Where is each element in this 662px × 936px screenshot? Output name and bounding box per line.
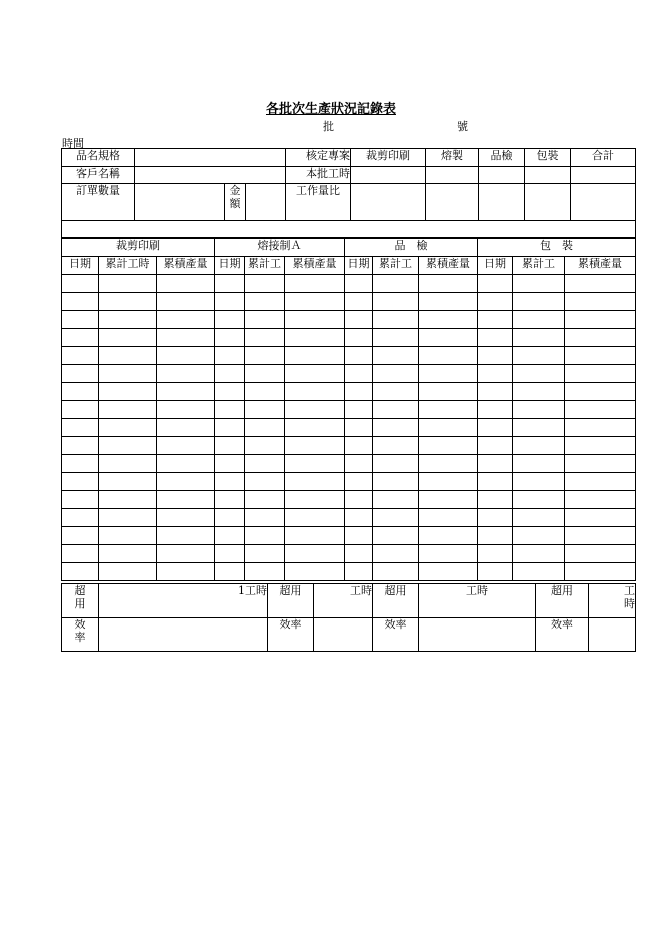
grid-cell[interactable] [99,419,157,437]
grid-cell[interactable] [245,311,285,329]
batch-hours-label: 本批工時 [286,167,351,184]
grid-cell[interactable] [285,545,345,563]
grid-cell[interactable] [345,347,373,365]
grid-cell[interactable] [157,509,215,527]
grid-cell[interactable] [565,311,636,329]
cell[interactable] [351,184,426,221]
grid-cell[interactable] [99,401,157,419]
grid-cell[interactable] [565,347,636,365]
grid-cell[interactable] [565,329,636,347]
grid-cell[interactable] [215,293,245,311]
grid-cell[interactable] [245,401,285,419]
grid-cell[interactable] [513,329,565,347]
cell[interactable] [571,167,636,184]
grid-cell[interactable] [373,329,419,347]
grid-cell[interactable] [478,473,513,491]
col-header: 累計工 [245,257,285,275]
overtime-label-4: 超用 [536,584,589,618]
grid-cell[interactable] [565,293,636,311]
cell[interactable] [525,184,571,221]
workload-ratio-label: 工作量比 [286,184,351,221]
grid-cell[interactable] [345,473,373,491]
table-row [62,455,636,473]
grid-cell[interactable] [373,365,419,383]
approved-project-label: 核定專案 [286,149,351,167]
grid-cell[interactable] [285,347,345,365]
grid-cell[interactable] [215,329,245,347]
efficiency-label-3: 效率 [373,618,419,652]
grid-cell[interactable] [62,311,99,329]
stage-welding: 熔接制Ａ [215,239,345,257]
grid-cell[interactable] [513,293,565,311]
table-row [62,311,636,329]
grid-cell[interactable] [373,455,419,473]
grid-cell[interactable] [419,491,478,509]
header-table [61,148,636,238]
grid-cell[interactable] [62,293,99,311]
grid-cell[interactable] [157,437,215,455]
order-qty-value[interactable] [135,184,225,221]
grid-cell[interactable] [215,347,245,365]
time-label: 時間 [62,137,84,150]
grid-cell[interactable] [478,383,513,401]
table-row [62,491,636,509]
grid-cell[interactable] [245,527,285,545]
grid-cell[interactable] [373,437,419,455]
grid-cell[interactable] [245,293,285,311]
hour-label-1: 1工時 [99,584,268,618]
grid-cell[interactable] [285,383,345,401]
grid-cell[interactable] [99,473,157,491]
grid-cell[interactable] [373,383,419,401]
grid-cell[interactable] [419,329,478,347]
grid-cell[interactable] [565,455,636,473]
grid-cell[interactable] [513,311,565,329]
grid-cell[interactable] [285,563,345,581]
col-header: 累積產量 [285,257,345,275]
col-header: 日期 [215,257,245,275]
grid-cell[interactable] [419,455,478,473]
grid-cell[interactable] [513,563,565,581]
grid-cell[interactable] [245,329,285,347]
grid-cell[interactable] [157,527,215,545]
cutting-printing-label: 裁剪印刷 [351,149,426,167]
grid-cell[interactable] [419,527,478,545]
grid-cell[interactable] [62,563,99,581]
grid-cell[interactable] [157,473,215,491]
grid-cell[interactable] [478,347,513,365]
efficiency-value-2[interactable] [314,618,373,652]
grid-cell[interactable] [285,419,345,437]
grid-cell[interactable] [245,383,285,401]
grid-cell[interactable] [285,437,345,455]
efficiency-value[interactable] [99,618,268,652]
grid-cell[interactable] [345,509,373,527]
grid-cell[interactable] [215,365,245,383]
grid-cell[interactable] [215,419,245,437]
number-label: 號 [457,120,468,133]
grid-cell[interactable] [62,473,99,491]
grid-cell[interactable] [478,365,513,383]
grid-cell[interactable] [565,491,636,509]
grid-cell[interactable] [373,473,419,491]
grid-cell[interactable] [478,293,513,311]
total-label: 合計 [571,149,636,167]
product-spec-label: 品名規格 [62,149,135,167]
table-row [62,275,636,293]
grid-cell[interactable] [215,563,245,581]
grid-cell[interactable] [419,347,478,365]
cell[interactable] [426,167,479,184]
grid-cell[interactable] [345,329,373,347]
grid-cell[interactable] [99,329,157,347]
grid-cell[interactable] [62,491,99,509]
grid-cell[interactable] [215,473,245,491]
grid-cell[interactable] [285,275,345,293]
grid-cell[interactable] [478,491,513,509]
grid-cell[interactable] [157,455,215,473]
grid-cell[interactable] [373,419,419,437]
col-header: 累積產量 [419,257,478,275]
grid-cell[interactable] [565,275,636,293]
grid-cell[interactable] [419,275,478,293]
grid-cell[interactable] [513,473,565,491]
grid-cell[interactable] [245,455,285,473]
hour-label-2: 工時 [314,584,373,618]
grid-cell[interactable] [345,383,373,401]
grid-cell[interactable] [285,455,345,473]
grid-cell[interactable] [565,527,636,545]
grid-cell[interactable] [478,329,513,347]
grid-cell[interactable] [215,275,245,293]
amount-label: 金額 [225,184,246,221]
stage-qc: 品 檢 [345,239,478,257]
grid-cell[interactable] [419,473,478,491]
grid-cell[interactable] [345,455,373,473]
grid-cell[interactable] [419,365,478,383]
grid-cell[interactable] [513,275,565,293]
grid-cell[interactable] [99,293,157,311]
grid-cell[interactable] [215,437,245,455]
grid-cell[interactable] [62,365,99,383]
grid-cell[interactable] [157,491,215,509]
grid-cell[interactable] [62,401,99,419]
grid-cell[interactable] [99,347,157,365]
production-grid [61,238,636,581]
grid-cell[interactable] [62,455,99,473]
grid-cell[interactable] [513,437,565,455]
grid-cell[interactable] [245,509,285,527]
grid-cell[interactable] [513,455,565,473]
grid-cell[interactable] [157,563,215,581]
customer-name-value[interactable] [135,167,286,184]
grid-cell[interactable] [285,329,345,347]
grid-cell[interactable] [345,491,373,509]
grid-cell[interactable] [513,419,565,437]
grid-cell[interactable] [245,437,285,455]
grid-cell[interactable] [215,545,245,563]
grid-cell[interactable] [157,293,215,311]
grid-cell[interactable] [513,347,565,365]
grid-cell[interactable] [99,365,157,383]
grid-cell[interactable] [565,365,636,383]
grid-cell[interactable] [157,401,215,419]
table-row [62,419,636,437]
grid-cell[interactable] [215,311,245,329]
grid-cell[interactable] [373,545,419,563]
grid-cell[interactable] [99,545,157,563]
grid-cell[interactable] [62,329,99,347]
grid-cell[interactable] [478,311,513,329]
grid-cell[interactable] [285,365,345,383]
stage-cutting: 裁剪印刷 [62,239,215,257]
grid-cell[interactable] [245,473,285,491]
grid-cell[interactable] [345,365,373,383]
grid-cell[interactable] [62,527,99,545]
col-header: 日期 [478,257,513,275]
batch-label: 批 [323,120,334,133]
hour-label-3: 工時 [419,584,536,618]
overtime-label: 超用 [62,584,99,618]
efficiency-label-2: 效率 [268,618,314,652]
col-header: 累計工時 [99,257,157,275]
grid-cell[interactable] [565,419,636,437]
grid-cell[interactable] [565,437,636,455]
grid-cell[interactable] [345,527,373,545]
grid-cell[interactable] [419,545,478,563]
grid-cell[interactable] [215,383,245,401]
grid-cell[interactable] [513,527,565,545]
grid-cell[interactable] [285,527,345,545]
grid-cell[interactable] [285,311,345,329]
grid-cell[interactable] [419,401,478,419]
grid-cell[interactable] [215,455,245,473]
col-header: 累積產量 [157,257,215,275]
grid-cell[interactable] [157,545,215,563]
grid-cell[interactable] [245,419,285,437]
grid-cell[interactable] [373,275,419,293]
grid-cell[interactable] [245,563,285,581]
grid-cell[interactable] [285,293,345,311]
overtime-label-3: 超用 [373,584,419,618]
grid-cell[interactable] [345,311,373,329]
qc-label: 品檢 [479,149,525,167]
cell[interactable] [479,184,525,221]
grid-cell[interactable] [513,365,565,383]
table-row [62,509,636,527]
col-header: 累積產量 [565,257,636,275]
overtime-label-2: 超用 [268,584,314,618]
table-row [62,293,636,311]
grid-cell[interactable] [245,545,285,563]
grid-cell[interactable] [345,293,373,311]
grid-cell[interactable] [513,383,565,401]
grid-cell[interactable] [285,491,345,509]
col-header: 日期 [62,257,99,275]
grid-cell[interactable] [565,473,636,491]
efficiency-label: 效率 [62,618,99,652]
grid-cell[interactable] [565,401,636,419]
grid-cell[interactable] [373,527,419,545]
grid-cell[interactable] [478,455,513,473]
col-header: 累計工 [373,257,419,275]
grid-cell[interactable] [215,491,245,509]
col-header: 累計工 [513,257,565,275]
table-row [62,365,636,383]
grid-cell[interactable] [62,509,99,527]
grid-cell[interactable] [345,419,373,437]
grid-cell[interactable] [99,563,157,581]
table-row [62,347,636,365]
grid-cell[interactable] [513,509,565,527]
grid-cell[interactable] [62,419,99,437]
grid-cell[interactable] [99,437,157,455]
grid-cell[interactable] [419,509,478,527]
product-spec-value[interactable] [135,149,286,167]
table-row [62,473,636,491]
grid-cell[interactable] [478,437,513,455]
grid-cell[interactable] [513,401,565,419]
footer-table [61,583,636,652]
grid-cell[interactable] [373,563,419,581]
grid-cell[interactable] [478,545,513,563]
grid-cell[interactable] [157,419,215,437]
grid-cell[interactable] [345,563,373,581]
grid-cell[interactable] [157,347,215,365]
table-row [62,563,636,581]
cell[interactable] [479,167,525,184]
table-row [62,527,636,545]
hour-label-4: 工時 [589,584,636,618]
efficiency-label-4: 效率 [536,618,589,652]
grid-cell[interactable] [373,401,419,419]
grid-cell[interactable] [215,509,245,527]
grid-cell[interactable] [62,383,99,401]
amount-value[interactable] [246,184,286,221]
customer-name-label: 客戶名稱 [62,167,135,184]
grid-cell[interactable] [478,509,513,527]
blank-row [62,221,636,238]
grid-cell[interactable] [99,527,157,545]
grid-cell[interactable] [285,473,345,491]
grid-cell[interactable] [478,527,513,545]
melting-label: 熔製 [426,149,479,167]
grid-cell[interactable] [245,347,285,365]
grid-cell[interactable] [62,545,99,563]
grid-cell[interactable] [245,365,285,383]
grid-cell[interactable] [419,383,478,401]
grid-cell[interactable] [157,311,215,329]
grid-cell[interactable] [373,491,419,509]
grid-cell[interactable] [478,419,513,437]
table-row [62,401,636,419]
grid-cell[interactable] [99,275,157,293]
grid-cell[interactable] [245,491,285,509]
stage-packing: 包 裝 [478,239,636,257]
grid-cell[interactable] [215,401,245,419]
grid-cell[interactable] [157,275,215,293]
grid-cell[interactable] [157,365,215,383]
grid-cell[interactable] [373,509,419,527]
table-row [62,383,636,401]
grid-cell[interactable] [99,491,157,509]
grid-cell[interactable] [345,545,373,563]
cell[interactable] [525,167,571,184]
grid-cell[interactable] [62,347,99,365]
grid-cell[interactable] [99,509,157,527]
grid-cell[interactable] [565,563,636,581]
order-qty-label: 訂單數量 [62,184,135,221]
grid-cell[interactable] [478,401,513,419]
table-row [62,545,636,563]
grid-cell[interactable] [478,275,513,293]
cell[interactable] [351,167,426,184]
grid-cell[interactable] [285,401,345,419]
grid-cell[interactable] [157,329,215,347]
grid-cell[interactable] [99,383,157,401]
grid-cell[interactable] [565,509,636,527]
document-title: 各批次生產狀況記錄表 [265,102,396,117]
grid-cell[interactable] [245,275,285,293]
efficiency-value-3[interactable] [419,618,536,652]
col-header: 日期 [345,257,373,275]
grid-cell[interactable] [345,401,373,419]
grid-cell[interactable] [373,347,419,365]
grid-cell[interactable] [513,491,565,509]
cell[interactable] [426,184,479,221]
packing-label: 包裝 [525,149,571,167]
grid-cell[interactable] [373,311,419,329]
grid-cell[interactable] [345,275,373,293]
table-row [62,437,636,455]
grid-cell[interactable] [419,563,478,581]
efficiency-value-4[interactable] [589,618,636,652]
grid-cell[interactable] [513,545,565,563]
grid-cell[interactable] [419,437,478,455]
grid-cell[interactable] [215,527,245,545]
grid-cell[interactable] [478,563,513,581]
grid-cell[interactable] [99,455,157,473]
grid-cell[interactable] [419,293,478,311]
grid-cell[interactable] [62,275,99,293]
grid-cell[interactable] [373,293,419,311]
grid-cell[interactable] [285,509,345,527]
grid-cell[interactable] [157,383,215,401]
grid-cell[interactable] [99,311,157,329]
grid-cell[interactable] [565,383,636,401]
grid-cell[interactable] [419,419,478,437]
grid-cell[interactable] [419,311,478,329]
cell[interactable] [571,184,636,221]
table-row [62,329,636,347]
grid-cell[interactable] [62,437,99,455]
grid-cell[interactable] [565,545,636,563]
grid-cell[interactable] [345,437,373,455]
